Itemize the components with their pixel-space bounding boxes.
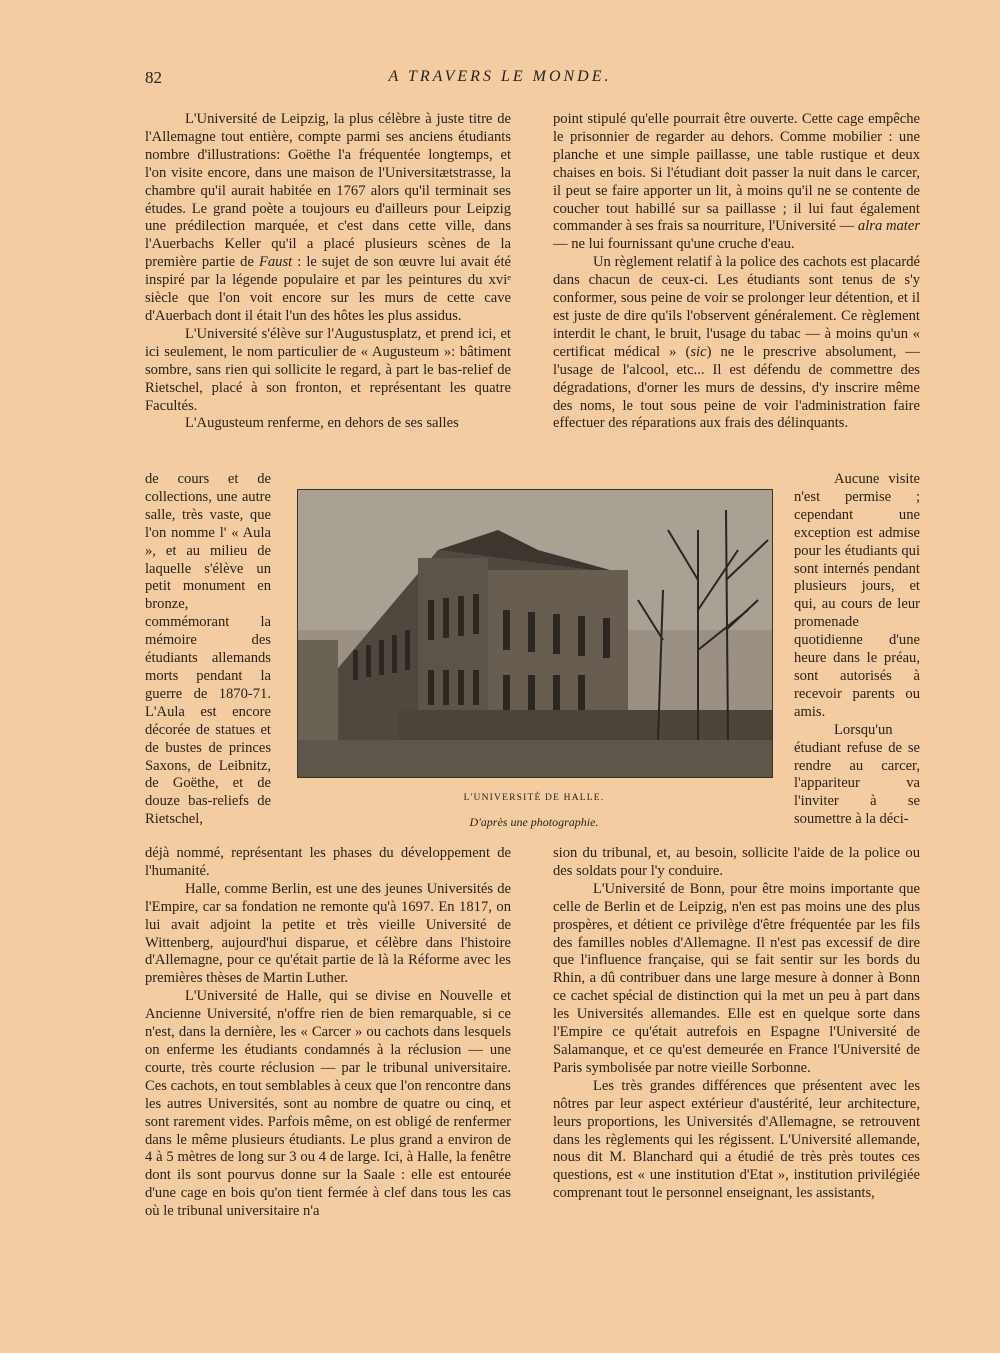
paragraph: Aucune visite n'est permise ; cependant une exception est admise pour les étudiants qui sont internés pendant plusieurs jours, et qui, au cours de leur promenade quotidienne d'une heure dans le préau, sont autorisés à recevoir parents ou amis. bbox=[794, 471, 920, 720]
paragraph: sion du tribunal, et, au besoin, sollicite l'aide de la police ou des soldats pour l'y conduire. bbox=[553, 845, 920, 879]
paragraph: L'Université s'élève sur l'Augustusplatz, et prend ici, et ici seulement, le nom particulier de « Augusteum »: bâtiment sombre, sans rien qui sollicite le regard, à part le bas-relief de Rietschel, placé à son fronton, et représentant les quatre Facultés. bbox=[145, 325, 511, 414]
paragraph: L'Université de Leipzig, la plus célèbre à juste titre de l'Allemagne tout entière, compte parmi ses anciens étudiants nombre d'illustrations: Goëthe l'a fréquentée longtemps, et l'on visite encore, dans une maison de l'Universitætstrasse, la chambre qu'il aurait habitée en 1767 alors qu'il terminait ses études. Le grand poète a toujours eu d'ailleurs pour Leipzig une prédilection marquée, et c'est dans cette ville, dans l'Auerbachs Keller qu'il a placé plusieurs scènes de la première partie de Faust : le sujet de son œuvre lui avait été inspiré par la légende populaire et par les peintures du xviᵉ siècle que l'on voit encore sur les murs de cette cave d'Auerbach dont il était l'un des hôtes les plus assidus. bbox=[145, 111, 512, 324]
column-bottom-left bbox=[145, 845, 511, 1221]
paragraph: point stipulé qu'elle pourrait être ouverte. Cette cage empêche le prisonnier de regarder au dehors. Comme mobilier : une planche et une simple paillasse, une table rustique et deux chaises en bois. Si l'étudiant doit passer la nuit dans le carcer, il peut se faire apporter un lit, à moins qu'il ne se contente de coucher tout habillé sur sa paillasse ; il lui faut également commander à ses frais sa nourriture, l'Université — alra mater — ne lui fournissant qu'une cruche d'eau. bbox=[553, 111, 920, 253]
paragraph: Les très grandes différences que présentent avec les nôtres par leur aspect extérieur d'austérité, leur architecture, leurs proportions, les Universités d'Allemagne, se retrouvent dans les règlements qui les régissent. L'Université allemande, nous dit M. Blanchard qui a étudié de très près toutes ces questions, est « une institution d'Etat », institution privilégiée comprenant tout le personnel enseignant, les assistants, bbox=[553, 1077, 920, 1202]
column-right-beside-figure bbox=[794, 471, 920, 829]
column-top-left bbox=[145, 111, 511, 433]
column-top-right bbox=[553, 111, 920, 433]
running-title: A TRAVERS LE MONDE. bbox=[388, 68, 612, 85]
paragraph: L'Université de Bonn, pour être moins importante que celle de Berlin et de Leipzig, n'en est pas moins une des plus prospères, et détient ce privilège d'être fréquentée par les fils des familles nobles d'Allemagne. Il n'est pas excessif de dire que l'influence française, qui se fait sentir sur les bords du Rhin, a dû contribuer dans une large mesure à donner à Bonn ce cachet spécial de distinction qui la met un peu à part dans les Universités allemandes. Elle est en quelque sorte dans l'Empire ce qu'était autrefois en Espagne l'Université de Salamanque, et ce qu'est demeurée en France l'Université de Paris symbolisée par notre vieille Sorbonne. bbox=[553, 880, 920, 1076]
paragraph: déjà nommé, représentant les phases du développement de l'humanité. bbox=[145, 845, 511, 879]
university-halle-photo bbox=[297, 489, 773, 778]
paragraph: de cours et de collections, une autre salle, très vaste, que l'on nomme l' « Aula », et au milieu de laquelle s'élève un petit monument en bronze, commémorant la mémoire des étudiants allemands morts pendant la guerre de 1870-71. L'Aula est encore décorée de statues et de bustes de princes Saxons, de Leibnitz, de Goëthe, et de douze bas-reliefs de Rietschel, bbox=[145, 471, 271, 828]
paragraph: L'Université de Halle, qui se divise en Nouvelle et Ancienne Université, n'offre rien de bien remarquable, si ce n'est, dans la dernière, les « Carcer » ou cachots dans lesquels on enferme les étudiants condamnés à la réclusion — une courte, très courte réclusion — par le tribunal universitaire. Ces cachots, en tout semblables à ceux que l'on rencontre dans les autres Universités, sont au nombre de quatre ou cinq, et sont rarement vides. Parfois même, on est obligé de renfermer dans le même plusieurs étudiants. Le plus grand a environ de 4 à 5 mètres de long sur 3 ou 4 de large. Ici, à Halle, la fenêtre dont ils sont pourvus donne sur la Saale : elle est entourée d'une cage en bois qu'on tient fermée à clef dans tous les cas où le tribunal universitaire n'a bbox=[145, 988, 511, 1220]
paragraph: L'Augusteum renferme, en dehors de ses salles bbox=[185, 415, 459, 432]
column-bottom-right bbox=[553, 845, 920, 1203]
figure-credit: D'après une photographie. bbox=[469, 815, 599, 829]
figure-caption: L'UNIVERSITÉ DE HALLE. bbox=[463, 793, 605, 803]
column-left-beside-figure bbox=[145, 471, 271, 829]
paragraph: Halle, comme Berlin, est une des jeunes Universités de l'Empire, car sa fondation ne remonte qu'à 1697. En 1817, on lui avait adjoint la petite et très vieille Université de Wittenberg, aujourd'hui disparue, et célèbre dans l'histoire d'Allemagne, pour ce qu'était partie de là la Réforme avec les premières thèses de Martin Luther. bbox=[145, 880, 511, 987]
paragraph: Un règlement relatif à la police des cachots est placardé dans chacun de ceux-ci. Les étudiants sont tenus de s'y conformer, sous peine de voir se prolonger leur détention, et il est juste de dire qu'ils l'observent généralement. Ce règlement interdit le chant, le bruit, l'usage du tabac — à moins qu'un « certificat médical » (sic) ne le prescrive absolument, — l'usage de l'alcool, etc... Il est défendu de commettre des dégradations, d'orner les murs de dessins, d'y inscrire même des noms, le tout sous peine de voir l'administration faire effectuer des réparations aux frais des délinquants. bbox=[553, 254, 921, 432]
page-number: 82 bbox=[145, 68, 162, 87]
paragraph: Lorsqu'un étudiant refuse de se rendre au carcer, l'appariteur va l'inviter à se soumettre à la déci- bbox=[794, 721, 920, 828]
